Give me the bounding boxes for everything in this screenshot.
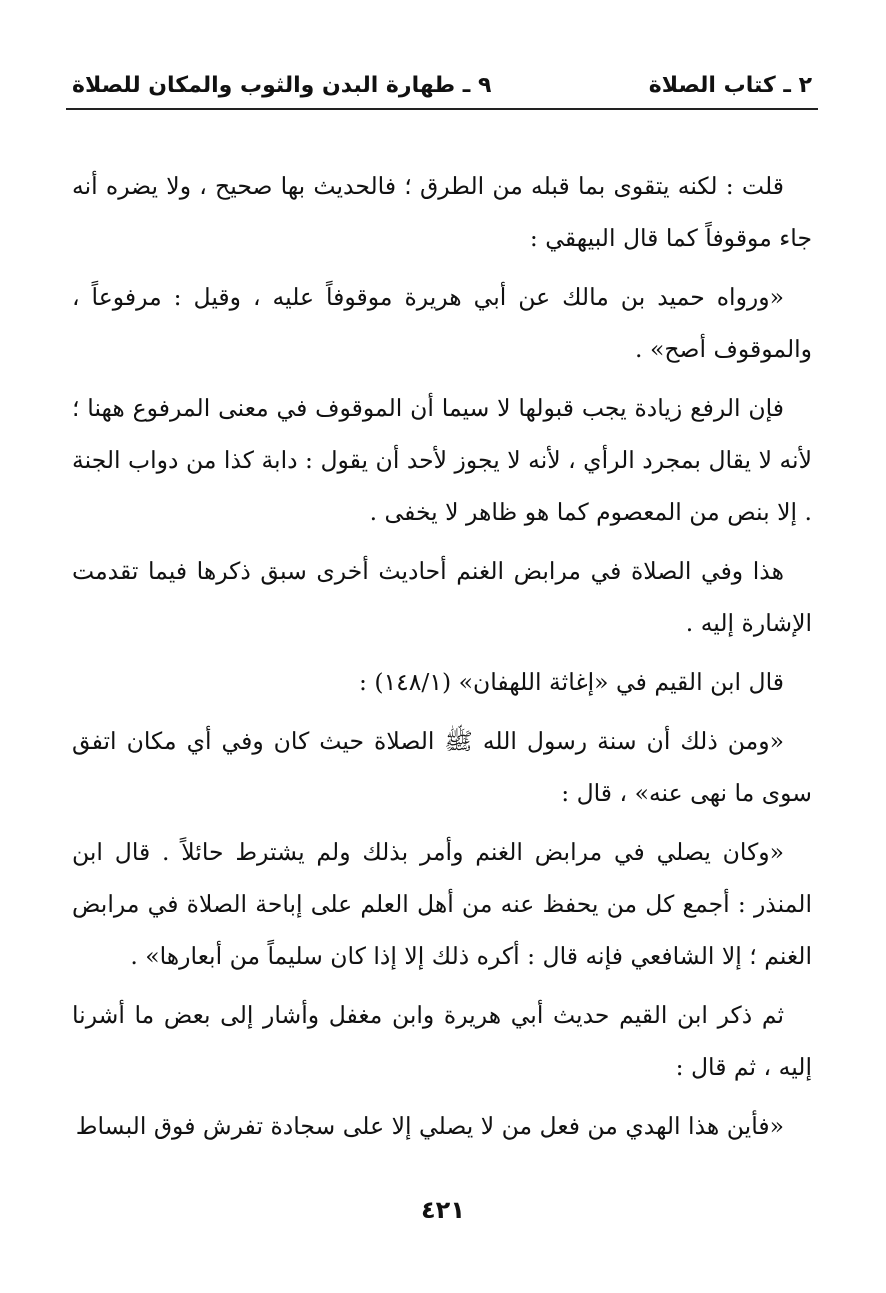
quote-paragraph: «وكان يصلي في مرابض الغنم وأمر بذلك ولم يشترط حائلاً . قال ابن المنذر : أجمع كل من يحفظ عنه من أهل العلم على إباحة الصلاة في مرابض الغنم ؛ إلا الشافعي فإنه قال : أكره ذلك إلا إذا كان سليماً من أبعارها» .	[72, 838, 812, 970]
quote-paragraph: «ورواه حميد بن مالك عن أبي هريرة موقوفاً عليه ، وقيل : مرفوعاً ، والموقوف أصح» .	[72, 283, 812, 363]
page-number: ٤٢١	[421, 1196, 465, 1224]
paragraph: ثم ذكر ابن القيم حديث أبي هريرة وابن مغفل وأشار إلى بعض ما أشرنا إليه ، ثم قال :	[72, 1001, 812, 1081]
quote-paragraph: «ومن ذلك أن سنة رسول الله ﷺ الصلاة حيث كان وفي أي مكان اتفق سوى ما نهى عنه» ، قال :	[72, 727, 812, 807]
paragraph: هذا وفي الصلاة في مرابض الغنم أحاديث أخرى سبق ذكرها فيما تقدمت الإشارة إليه .	[72, 557, 812, 637]
section-title: ٩ ـ طهارة البدن والثوب والمكان للصلاة	[72, 72, 492, 98]
header-divider	[66, 108, 818, 110]
paragraph: قلت : لكنه يتقوى بما قبله من الطرق ؛ فالحديث بها صحيح ، ولا يضره أنه جاء موقوفاً كما قال البيهقي :	[72, 172, 812, 252]
paragraph: فإن الرفع زيادة يجب قبولها لا سيما أن الموقوف في معنى المرفوع ههنا ؛ لأنه لا يقال بمجرد الرأي ، لأنه لا يجوز لأحد أن يقول : دابة كذا من دواب الجنة . إلا بنص من المعصوم كما هو ظاهر لا يخفى .	[72, 394, 812, 526]
body-text	[72, 160, 812, 1159]
chapter-title: ٢ ـ كتاب الصلاة	[648, 72, 812, 98]
running-header	[72, 70, 812, 100]
quote-paragraph: «فأين هذا الهدي من فعل من لا يصلي إلا على سجادة تفرش فوق البساط	[75, 1112, 784, 1140]
paragraph: قال ابن القيم في «إغاثة اللهفان» (١٤٨/١) :	[359, 668, 784, 696]
